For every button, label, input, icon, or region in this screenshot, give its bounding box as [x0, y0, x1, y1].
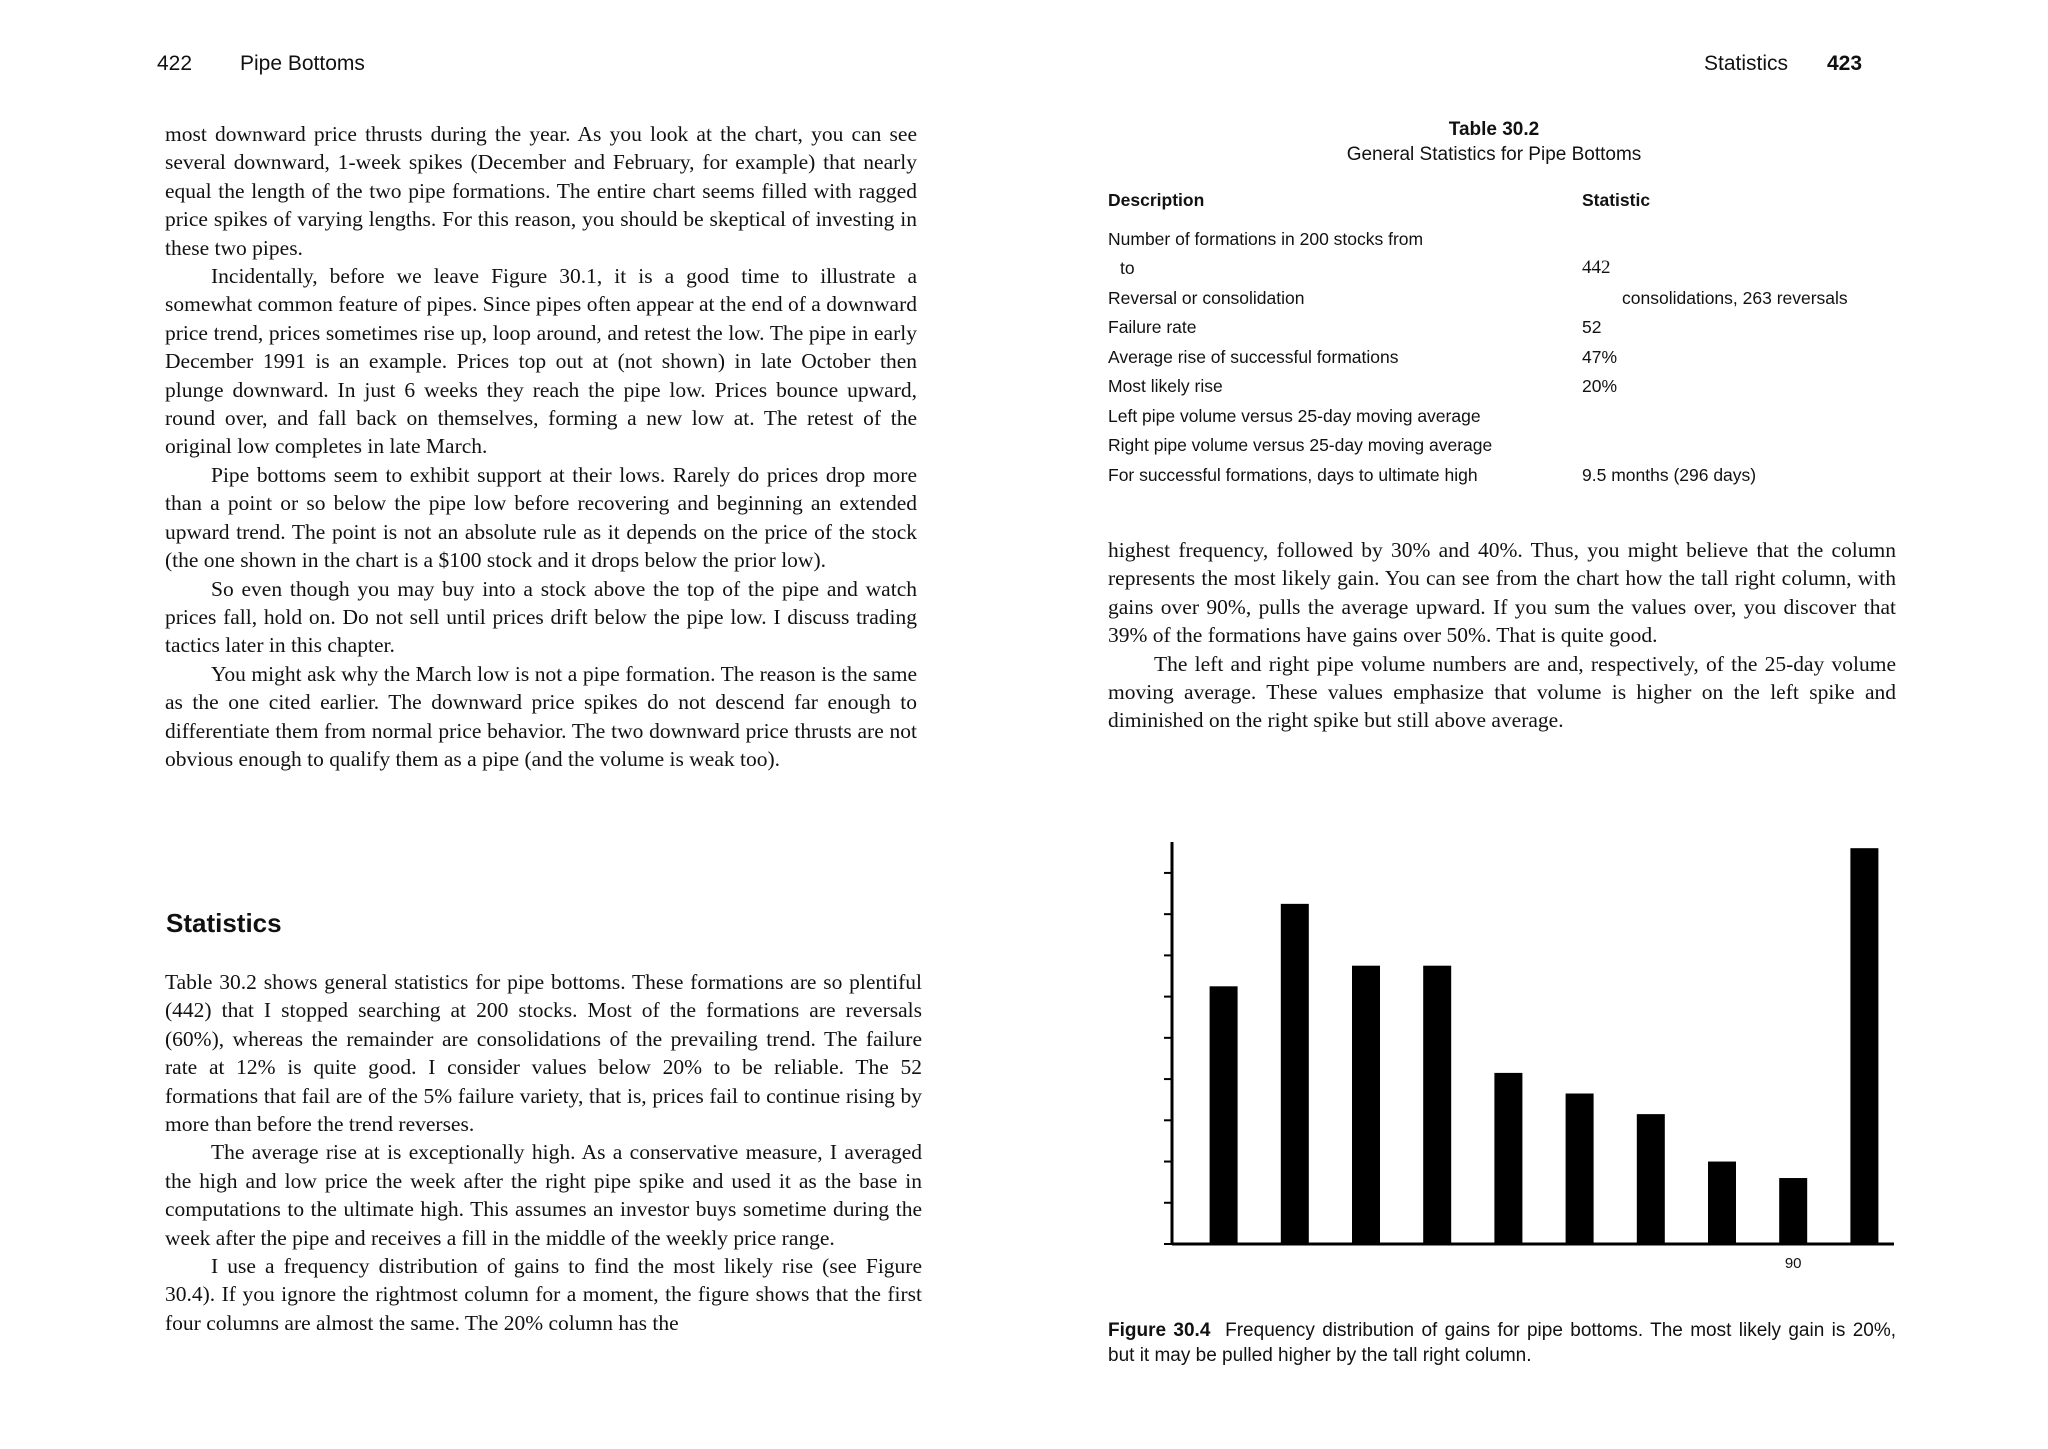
chart-bar [1210, 986, 1238, 1244]
table-cell: to [1120, 258, 1135, 278]
paragraph: I use a frequency distribution of gains to find the most likely rise (see Figure 30.4). If you ignore the rightmost column for a moment, the figure shows that the first four columns are almost the same. The 20% column has the [165, 1254, 922, 1335]
table-cell [1582, 220, 1898, 250]
paragraph: Incidentally, before we leave Figure 30.1, it is a good time to illustrate a somewhat common feature of pipes. Since pipes often appear at the end of a downward price trend, prices sometimes rise up, loop around, and retest the low. The pipe in early December 1991 is an example. Prices top out at (not shown) in late October then plunge downward. In just 6 weeks they reach the pipe low. Prices bounce upward, round over, and fall back on themselves, forming a new low at. The retest of the original low completes in late March. [165, 264, 917, 459]
chart-bar [1423, 966, 1451, 1244]
table-cell: Average rise of successful formations [1108, 346, 1399, 367]
chart-bar [1494, 1073, 1522, 1244]
figure-caption [1108, 1318, 1896, 1368]
statistics-table [1108, 180, 1898, 486]
page-number-right: 423 [1827, 52, 1863, 75]
table-row [1108, 397, 1898, 427]
figure-caption-text: Frequency distribution of gains for pipe bottoms. The most likely gain is 20%, but it may be pulled higher by the tall right column. [1108, 1320, 1896, 1366]
chart-bar [1850, 848, 1878, 1244]
paragraph: Pipe bottoms seem to exhibit support at their lows. Rarely do prices drop more than a point or so below the pipe low before recovering and beginning an extended upward trend. The point is not an absolute rule as it depends on the price of the stock (the one shown in the chart is a $100 stock and it drops below the prior low). [165, 462, 917, 573]
table-cell: Reversal or consolidation [1108, 287, 1305, 308]
table-cell: 20% [1582, 376, 1618, 396]
table-cell: Number of formations in 200 stocks from [1108, 228, 1424, 249]
table-cell: For successful formations, days to ultimate high [1108, 464, 1478, 485]
table-cell: Right pipe volume versus 25-day moving average [1108, 435, 1493, 455]
chart-bar [1352, 966, 1380, 1244]
paragraph: Table 30.2 shows general statistics for pipe bottoms. These formations are so plentiful (442) that I stopped searching at 200 stocks. Most of the formations are reversals (60%), whereas the remainder are consolidations of the prevailing trend. The failure rate at 12% is quite good. I consider values below 20% to be reliable. The 52 formations that fail are of the 5% failure variety, that is, prices fail to continue rising by more than before the trend reverses. [165, 970, 922, 1137]
chart-bar [1281, 904, 1309, 1244]
table-row [1108, 309, 1898, 339]
table-caption [994, 118, 1994, 168]
paragraph: most downward price thrusts during the year. As you look at the chart, you can see several downward, 1-week spikes (December and February, for example) that nearly equal the length of the two pipe formations. The entire chart seems filled with ragged price spikes of varying lengths. For this reason, you should be skeptical of investing in these two pipes. [165, 122, 917, 260]
chart-bar [1779, 1178, 1807, 1244]
table-row [1108, 220, 1898, 250]
table-cell: 47% [1582, 346, 1618, 367]
chart-bars [1210, 848, 1879, 1244]
table-cell: Failure rate [1108, 317, 1197, 337]
page-number-left: 422 [157, 52, 193, 75]
table-cell: Most likely rise [1108, 376, 1223, 396]
running-title-left: Pipe Bottoms [240, 52, 365, 75]
frequency-chart [1114, 830, 1914, 1310]
chart-bar [1708, 1162, 1736, 1244]
paragraph: You might ask why the March low is not a pipe formation. The reason is the same as the one cited earlier. The downward price spikes do not descend far enough to differentiate them from normal price behavior. The two downward price thrusts are not obvious enough to qualify them as a pipe (and the volume is weak too). [165, 661, 917, 771]
table-cell [1582, 427, 1898, 457]
table-row [1108, 427, 1898, 457]
right-page [1024, 0, 2048, 1449]
table-number: Table 30.2 [1448, 119, 1540, 140]
left-text-top [165, 120, 917, 773]
left-text-bottom [165, 968, 922, 1337]
running-title-right: Statistics [1704, 52, 1789, 75]
table-cell: 9.5 months (296 days) [1582, 464, 1757, 485]
chart-bar [1566, 1094, 1594, 1244]
chart-tick-labels [1785, 1255, 1802, 1272]
paragraph: So even though you may buy into a stock above the top of the pipe and watch prices fall, hold on. Do not sell until prices drift below the pipe low. I discuss trading tactics later in this chapter. [165, 576, 917, 658]
table-row [1108, 279, 1898, 309]
paragraph: The left and right pipe volume numbers are and, respectively, of the 25-day volume moving average. These values emphasize that volume is higher on the left spike and diminished on the right spike but still above average. [1108, 651, 1896, 733]
table-row [1108, 456, 1898, 486]
table-header-row [1108, 180, 1898, 220]
table-title: General Statistics for Pipe Bottoms [1346, 144, 1642, 165]
figure-label: Figure 30.4 [1108, 1320, 1211, 1341]
table-header-statistic: Statistic [1582, 189, 1651, 210]
table-cell [1582, 397, 1898, 427]
table-cell: 442 [1582, 257, 1611, 278]
table-row [1108, 368, 1898, 398]
section-heading: Statistics [166, 908, 282, 938]
x-tick-label: 90 [1784, 1255, 1802, 1272]
table-row [1108, 250, 1898, 280]
table-cell: consolidations, 263 reversals [1622, 287, 1848, 308]
paragraph: highest frequency, followed by 30% and 40%. Thus, you might believe that the column represents the most likely gain. You can see from the chart how the tall right column, with gains over 90%, pulls the average upward. If you sum the values over, you discover that 39% of the formations have gains over 50%. That is quite good. [1108, 538, 1896, 648]
table-cell: 52 [1582, 317, 1602, 337]
chart-bar [1637, 1114, 1665, 1244]
table-row [1108, 338, 1898, 368]
table-cell: Left pipe volume versus 25-day moving average [1108, 405, 1481, 426]
table-header-description: Description [1108, 189, 1205, 210]
right-text [1108, 536, 1896, 735]
paragraph: The average rise at is exceptionally high. As a conservative measure, I averaged the high and low price the week after the right pipe spike and used it as the base in computations to the ultimate high. This assumes an investor buys sometime during the week after the pipe and receives a fill in the middle of the weekly price range. [165, 1140, 922, 1250]
